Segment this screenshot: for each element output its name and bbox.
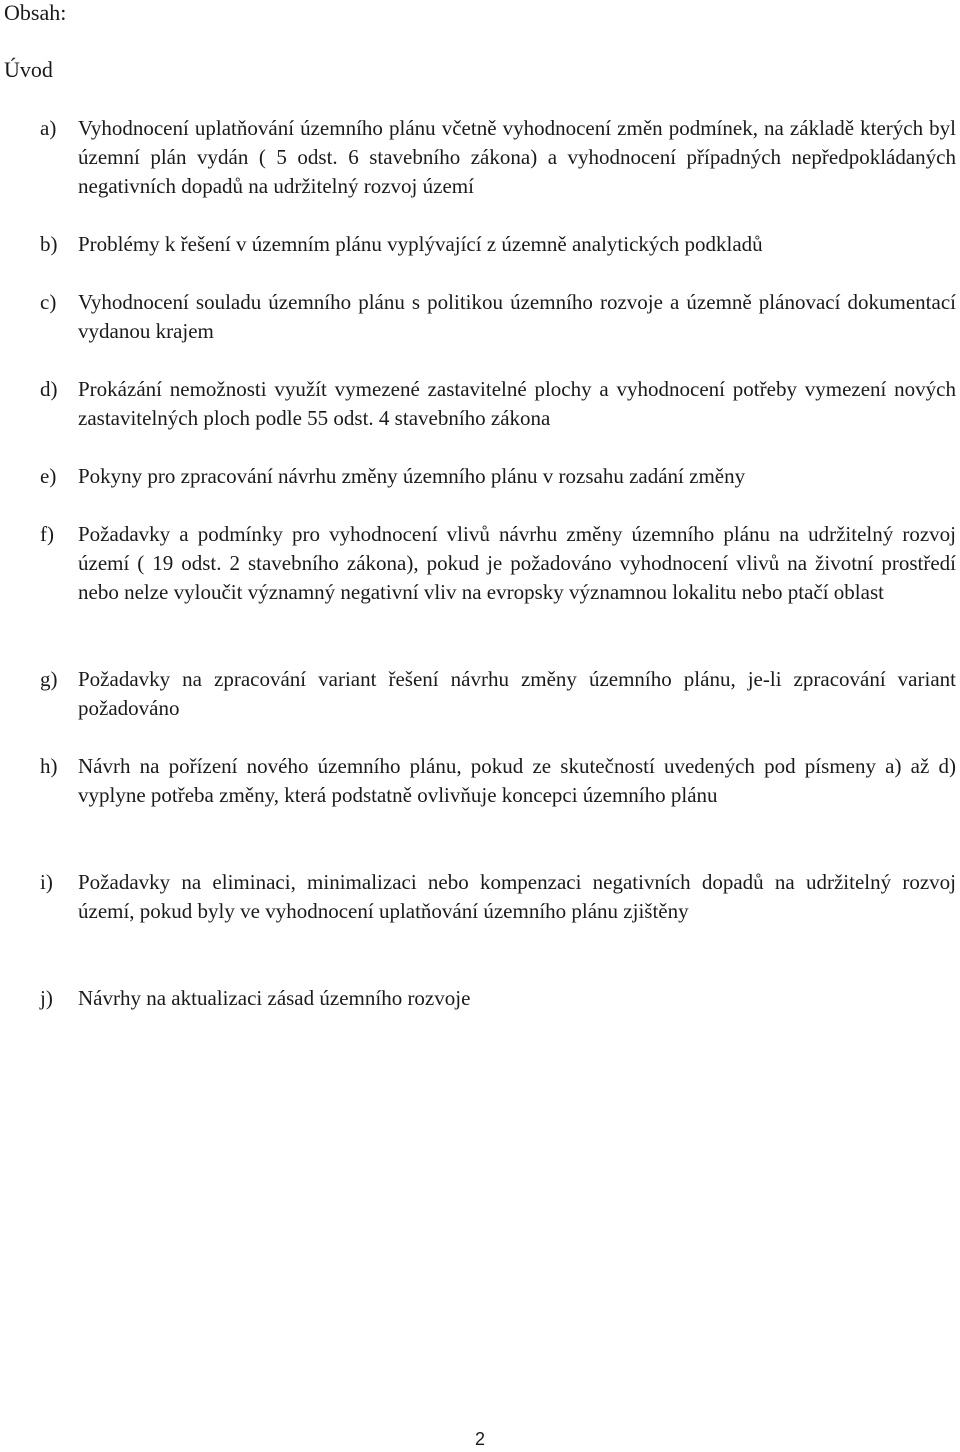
toc-item-text: Návrh na pořízení nového územního plánu, pokud ze skutečností uvedených pod písmeny a) až d) vyplyne potřeba změny, která podstatně ovlivňuje koncepci územního plánu <box>78 754 956 807</box>
toc-item-marker: c) <box>40 290 57 314</box>
toc-item-text: Pokyny pro zpracování návrhu změny územního plánu v rozsahu zadání změny <box>78 464 746 488</box>
toc-item-text: Požadavky na eliminaci, minimalizaci nebo kompenzaci negativních dopadů na udržitelný rozvoj území, pokud byly ve vyhodnocení uplatňování územního plánu zjištěny <box>78 870 956 923</box>
page-number: 2 <box>474 1429 485 1449</box>
toc-item-marker: d) <box>40 377 58 401</box>
toc-item-text: Požadavky a podmínky pro vyhodnocení vlivů návrhu změny územního plánu na udržitelný rozvoj území ( 19 odst. 2 stavebního zákona), pokud je požadováno vyhodnocení vlivů na životní prostředí nebo nelze vyloučit významný negativní vliv na evropsky významnou lokalitu nebo ptačí oblast <box>78 522 956 604</box>
toc-item-h <box>40 752 956 810</box>
toc-item-text: Problémy k řešení v územním plánu vyplývající z územně analytických podkladů <box>78 232 763 256</box>
toc-item-text: Návrhy na aktualizaci zásad územního rozvoje <box>78 986 471 1010</box>
toc-item-marker: g) <box>40 667 58 691</box>
toc-item-marker: a) <box>40 116 57 140</box>
toc-item-a <box>40 114 956 201</box>
toc-item-j <box>40 984 956 1013</box>
toc-item-c <box>40 288 956 346</box>
toc-item-text: Vyhodnocení uplatňování územního plánu včetně vyhodnocení změn podmínek, na základě kterých byl územní plán vydán ( 5 odst. 6 stavebního zákona) a vyhodnocení případných nepředpokládaných negativních dopadů na udržitelný rozvoj území <box>78 116 956 198</box>
intro-heading: Úvod <box>4 57 53 82</box>
toc-item-marker: f) <box>40 522 54 546</box>
toc-item-f <box>40 520 956 607</box>
toc-item-text: Vyhodnocení souladu územního plánu s politikou územního rozvoje a územně plánovací dokumentací vydanou krajem <box>78 290 956 343</box>
toc-item-text: Prokázání nemožnosti využít vymezené zastavitelné plochy a vyhodnocení potřeby vymezení nových zastavitelných ploch podle 55 odst. 4 stavebního zákona <box>78 377 956 430</box>
toc-item-marker: h) <box>40 754 58 778</box>
toc-item-marker: j) <box>40 986 53 1010</box>
toc-item-marker: i) <box>40 870 53 894</box>
toc-item-d <box>40 375 956 433</box>
toc-item-b <box>40 230 956 259</box>
toc-item-marker: b) <box>40 232 58 256</box>
toc-item-marker: e) <box>40 464 57 488</box>
toc-item-g <box>40 665 956 723</box>
toc-item-i <box>40 868 956 926</box>
toc-item-e <box>40 462 956 491</box>
contents-heading: Obsah: <box>4 0 67 25</box>
toc-item-text: Požadavky na zpracování variant řešení návrhu změny územního plánu, je-li zpracování variant požadováno <box>78 667 956 720</box>
